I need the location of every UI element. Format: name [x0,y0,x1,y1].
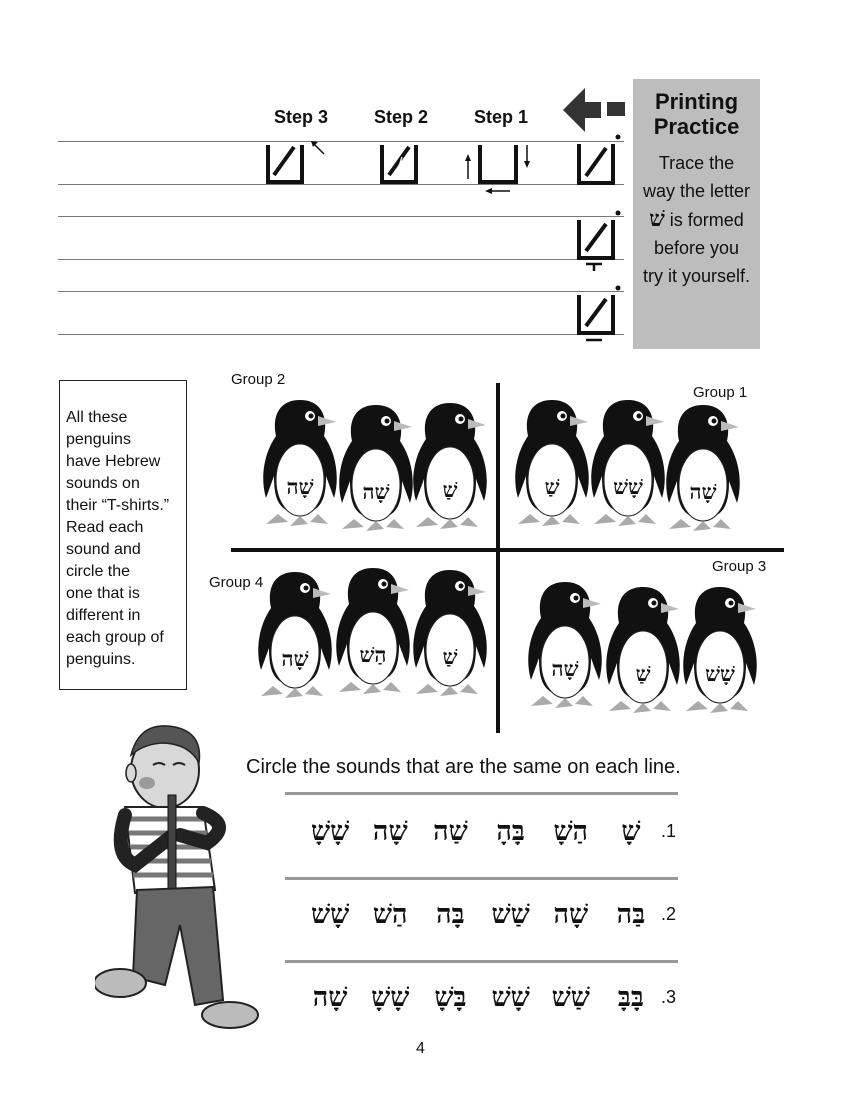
instruction-line: one that is [66,585,140,602]
instruction-line: Read each [66,519,144,536]
step-2-label: Step 2 [374,107,429,127]
penguin [331,566,415,706]
instruction-line: circle the [66,563,131,580]
penguin [408,401,492,541]
instruction-line: different in [66,607,141,624]
step-3-label: Step 3 [274,107,329,127]
sound-option[interactable]: בָּשָׁ [434,981,467,1013]
group-label: Group 4 [209,574,264,591]
shin-step2-drawing [376,139,426,187]
penguin-icon [331,566,415,696]
box-text-line: before you [653,238,740,258]
penguin-icon [408,568,492,698]
group-label: Group 3 [712,558,767,575]
penguin-shirt-sound[interactable]: שַׁ [442,477,458,502]
sound-option[interactable]: שַׁה [433,815,468,847]
shin-model-letter [574,283,624,345]
shin-step3-drawing [262,139,332,187]
sound-option[interactable]: בַּה [616,898,646,930]
instruction-line: sounds on [66,475,140,492]
shin-step1-drawing [460,139,540,199]
penguin [334,403,418,543]
instruction-line: have Hebrew [66,453,161,470]
instruction-line: All these [66,409,128,426]
group-label: Group 1 [693,384,748,401]
penguin-icon [258,398,342,528]
sound-row [300,806,685,856]
penguin [661,403,745,543]
penguin-shirt-sound[interactable]: הַשׁ [359,642,387,667]
penguin-shirt-sound[interactable]: שָׁשׁ [613,474,643,499]
penguin-shirt-sound[interactable]: שָׁה [689,479,717,504]
shin-model-letter [574,132,624,188]
sound-option[interactable]: שָׁשׁ [491,981,530,1013]
sound-option[interactable]: הַשָׁ [553,815,589,847]
sound-option[interactable]: שָׁה [553,898,589,930]
sound-option[interactable]: שָׁה [312,981,348,1013]
row-number: .1 [661,820,677,841]
penguin-icon [510,398,594,528]
instruction-line: sound and [66,541,141,558]
penguin-icon [678,585,762,715]
boy-with-flute-illustration [95,715,260,1035]
penguin-icon [523,580,607,710]
penguin-icon [586,398,670,528]
shin-letter: שׁ [649,206,665,232]
penguin-icon [661,403,745,533]
penguin-shirt-sound[interactable]: שַׁ [442,644,458,669]
penguin-shirt-sound[interactable]: שָׁה [362,479,390,504]
box-text-line: way the letter [642,181,751,201]
sound-row [300,889,685,939]
quadrant-divider-horizontal [231,548,784,552]
sound-row [300,972,685,1022]
row-divider [285,960,678,963]
instruction-line: each group of [66,629,164,646]
box-text-fragment: is formed [669,210,744,230]
sound-option[interactable]: הַשׁ [372,898,408,930]
penguin-icon [408,401,492,531]
instruction-line: penguins [66,431,131,448]
sound-option[interactable]: שָׁ [621,815,641,847]
page-number: 4 [416,1040,425,1057]
penguin-instructions-box [59,380,187,690]
penguin-shirt-sound[interactable]: שָׁשׁ [705,661,735,686]
box-title-line: Practice [653,114,740,139]
box-text-line: Trace the [658,153,735,173]
printing-practice-box [633,79,760,349]
penguin-shirt-sound[interactable]: שָׁה [286,474,314,499]
sound-option[interactable]: שָׁשָׁ [371,981,410,1013]
box-title [633,89,760,139]
box-instructions [633,149,760,290]
sound-option[interactable]: שָׁשׁ [310,898,350,930]
penguin [408,568,492,708]
group-label: Group 2 [231,371,286,388]
left-arrow-icon [563,88,627,132]
sound-option[interactable]: שָׁשָׁ [310,815,350,847]
box-title-line: Printing [654,89,739,114]
instruction-line: penguins. [66,651,136,668]
penguin [678,585,762,725]
instruction-line: their “T-shirts.” [66,497,170,514]
penguin-icon [253,570,337,700]
row-divider [285,792,678,795]
guide-line [58,216,624,217]
circle-sounds-instruction: Circle the sounds that are the same on each line. [246,756,681,778]
sound-option[interactable]: בָּה [436,898,465,930]
step-1-label: Step 1 [474,107,529,127]
sound-option[interactable]: בָּהָ [496,815,525,847]
penguin-icon [601,585,685,715]
sound-option[interactable]: בָּבָּ [617,981,644,1013]
row-number: .2 [661,903,677,924]
penguin-shirt-sound[interactable]: שַׁ [635,661,651,686]
penguin [523,580,607,720]
guide-line [58,259,624,260]
box-text-line [633,205,760,234]
penguin-shirt-sound[interactable]: שָׁה [281,646,309,671]
guide-line [58,334,624,335]
sound-option[interactable]: שַׁשׁ [491,898,530,930]
penguin-shirt-sound[interactable]: שָׁה [551,656,579,681]
penguin [586,398,670,538]
penguin [258,398,342,538]
sound-option[interactable]: שָׁה [372,815,408,847]
box-text-line: try it yourself. [642,266,751,286]
sound-option[interactable]: שַׁשׁ [551,981,590,1013]
row-divider [285,877,678,880]
penguin [253,570,337,710]
penguin-icon [334,403,418,533]
shin-model-letter [574,208,624,274]
guide-line [58,291,624,292]
row-number: .3 [661,986,677,1007]
penguin [510,398,594,538]
quadrant-divider-vertical [496,383,500,733]
penguin-shirt-sound[interactable]: שַׁ [544,474,560,499]
penguin [601,585,685,725]
